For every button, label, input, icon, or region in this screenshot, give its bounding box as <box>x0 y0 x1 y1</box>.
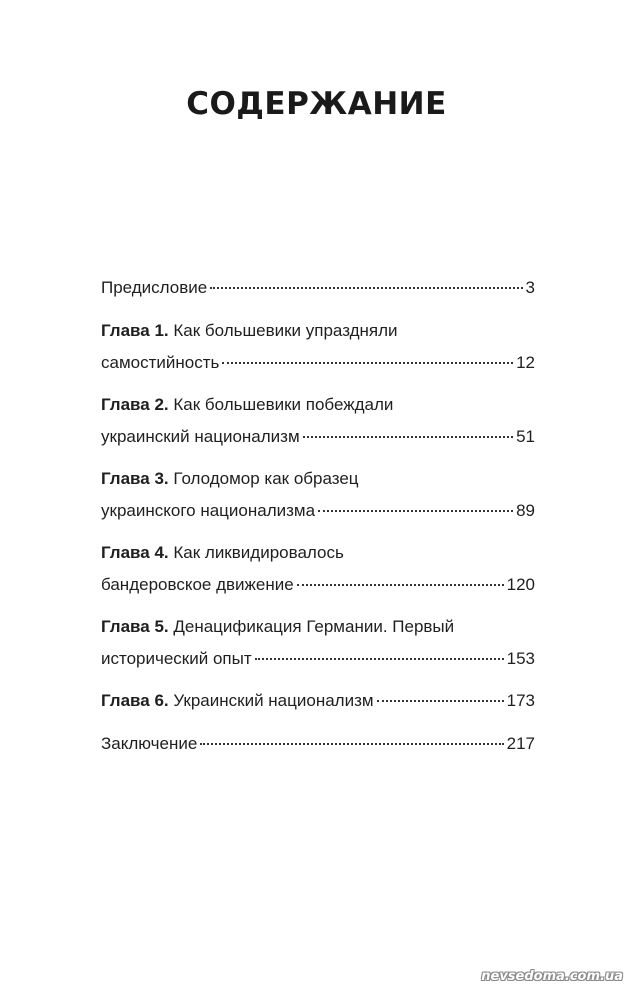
page-title: СОДЕРЖАНИЕ <box>186 86 447 122</box>
toc-entry-title: Денацификация Германии. Первый <box>173 617 455 636</box>
chapter-label: Глава 2. <box>101 395 169 414</box>
toc-entry-chapter-5 <box>101 611 535 675</box>
toc-entry-chapter-1 <box>101 315 535 379</box>
leader-dots <box>255 657 504 660</box>
leader-dots <box>303 435 513 438</box>
toc-entry-chapter-4 <box>101 537 535 601</box>
toc-page-number: 217 <box>506 734 535 753</box>
toc-entry-title: Заключение <box>101 734 198 753</box>
toc-page-number: 51 <box>516 427 535 446</box>
toc-entry-chapter-2 <box>101 389 535 453</box>
toc-entry-title-continued: бандеровское движение <box>101 575 294 594</box>
toc-page-number: 153 <box>506 649 535 668</box>
watermark-text: nevsedoma.com.ua <box>481 969 623 984</box>
toc-line <box>101 495 535 527</box>
toc-entry-conclusion <box>101 728 535 760</box>
toc-entry-title: Как большевики побеждали <box>173 395 394 414</box>
chapter-label: Глава 1. <box>101 321 169 340</box>
chapter-label: Глава 5. <box>101 617 169 636</box>
toc-line <box>101 389 535 421</box>
leader-dots <box>297 583 504 586</box>
toc-page-number: 89 <box>516 501 535 520</box>
toc-page-number: 3 <box>525 278 535 297</box>
toc-entry-preface <box>101 272 535 304</box>
leader-dots <box>318 509 513 512</box>
toc-line <box>101 421 535 453</box>
toc-entry-title: Как ликвидировалось <box>173 543 344 562</box>
toc-entry-title-continued: украинский национализм <box>101 427 300 446</box>
toc-line <box>101 537 535 569</box>
toc-line <box>101 685 535 717</box>
toc-entry-title: Предисловие <box>101 278 208 297</box>
leader-dots <box>210 286 522 289</box>
toc-page-number: 120 <box>506 575 535 594</box>
chapter-label: Глава 3. <box>101 469 169 488</box>
toc-entry-title-continued: самостийность <box>101 353 220 372</box>
table-of-contents <box>101 272 535 771</box>
toc-entry-chapter-6 <box>101 685 535 717</box>
toc-entry-title-continued: украинского национализма <box>101 501 316 520</box>
toc-line <box>101 569 535 601</box>
leader-dots <box>222 361 513 364</box>
toc-line <box>101 728 535 760</box>
toc-line <box>101 347 535 379</box>
toc-line <box>101 643 535 675</box>
toc-page-number: 12 <box>516 353 535 372</box>
toc-page-number: 173 <box>506 691 535 710</box>
toc-line <box>101 315 535 347</box>
toc-entry-title-continued: исторический опыт <box>101 649 252 668</box>
chapter-label: Глава 4. <box>101 543 169 562</box>
toc-line <box>101 463 535 495</box>
toc-entry-title: Украинский национализм <box>173 691 374 710</box>
toc-line <box>101 272 535 304</box>
leader-dots <box>377 699 504 702</box>
toc-line <box>101 611 535 643</box>
toc-entry-title: Голодомор как образец <box>173 469 359 488</box>
leader-dots <box>200 742 503 745</box>
toc-entry-title: Как большевики упраздняли <box>173 321 398 340</box>
chapter-label: Глава 6. <box>101 691 169 710</box>
toc-entry-chapter-3 <box>101 463 535 527</box>
